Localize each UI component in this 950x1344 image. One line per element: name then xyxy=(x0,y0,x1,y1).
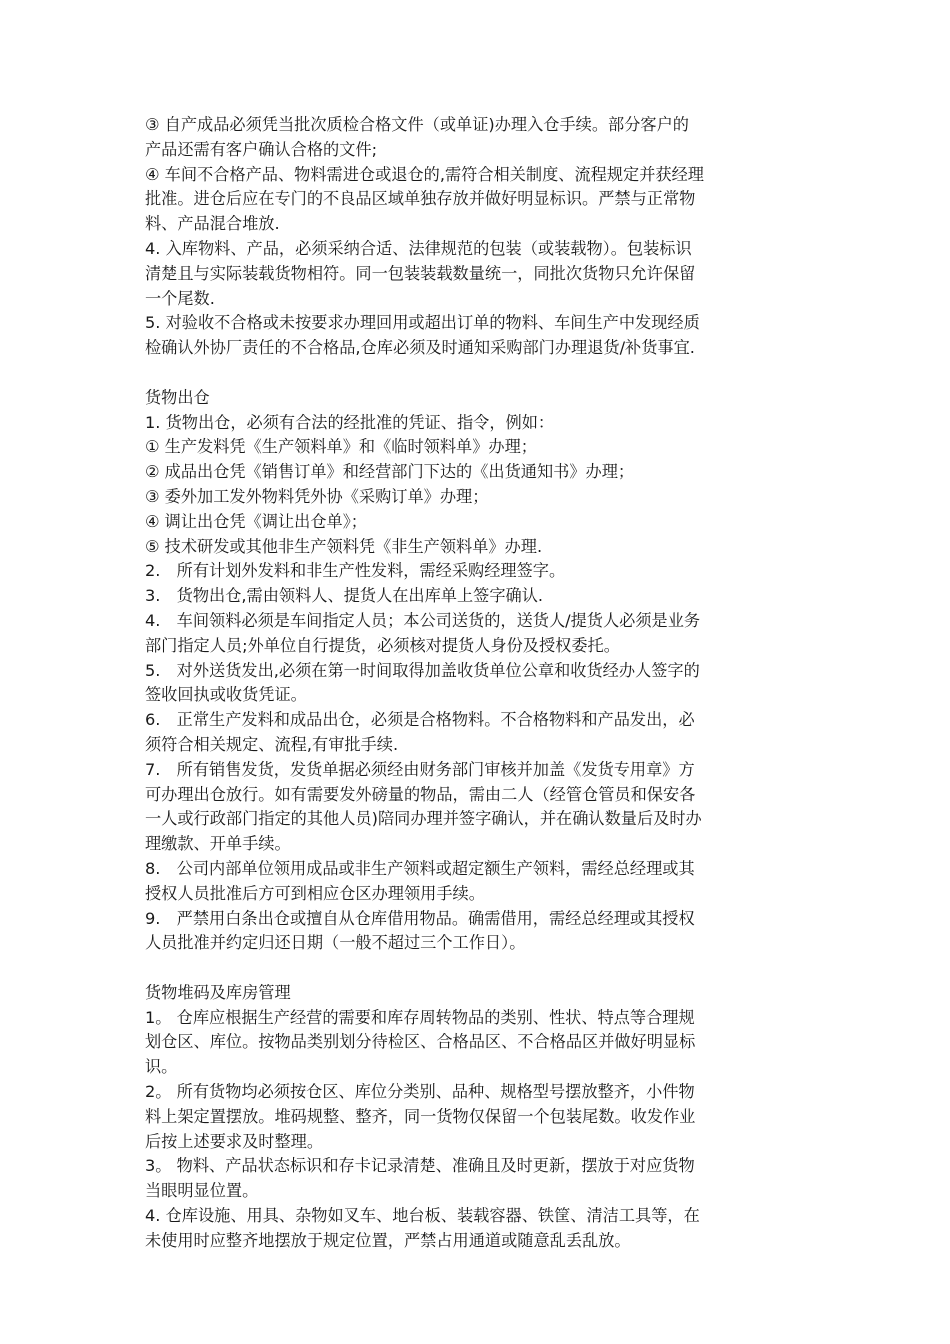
text-line: 7. 所有销售发货，发货单据必须经由财务部门审核并加盖《发货专用章》方 xyxy=(145,759,695,779)
text-line: 一人或行政部门指定的其他人员)陪同办理并签字确认，并在确认数量后及时办 xyxy=(145,809,702,829)
text-line: 6. 正常生产发料和成品出仓，必须是合格物料。不合格物料和产品发出，必 xyxy=(145,710,695,730)
text-line: 理缴款、开单手续。 xyxy=(145,834,291,854)
text-line: 人员批准并约定归还日期（一般不超过三个工作日）。 xyxy=(145,933,526,953)
text-line: 3. 货物出仓,需由领料人、提货人在出库单上签字确认. xyxy=(145,586,544,606)
text-line: 8. 公司内部单位领用成品或非生产领料或超定额生产领料，需经总经理或其 xyxy=(145,858,695,878)
text-line: 后按上述要求及时整理。 xyxy=(145,1131,324,1151)
text-line: 4. 车间领料必须是车间指定人员；本公司送货的，送货人/提货人必须是业务 xyxy=(145,610,701,630)
section-goods-outbound xyxy=(145,386,815,956)
text-line: ⑤ 技术研发或其他非生产领料凭《非生产领料单》办理. xyxy=(145,536,543,556)
text-line: 清楚且与实际装载货物相符。同一包装装载数量统一，同批次货物只允许保留 xyxy=(145,263,696,283)
text-line: 料上架定置摆放。堆码规整、整齐，同一货物仅保留一个包装尾数。收发作业 xyxy=(145,1106,696,1126)
text-line: 1. 货物出仓，必须有合法的经批准的凭证、指令，例如： xyxy=(145,412,555,432)
section-spacer xyxy=(145,361,815,386)
text-line: 5. 对验收不合格或未按要求办理回用或超出订单的物料、车间生产中发现经质 xyxy=(145,313,700,333)
document-page xyxy=(145,113,815,1254)
text-line: 批准。进仓后应在专门的不良品区域单独存放并做好明显标识。严禁与正常物 xyxy=(145,189,696,209)
text-line: 一个尾数. xyxy=(145,288,215,308)
text-line: ② 成品出仓凭《销售订单》和经营部门下达的《出货通知书》办理； xyxy=(145,462,635,482)
text-line: 未使用时应整齐地摆放于规定位置，严禁占用通道或随意乱丢乱放。 xyxy=(145,1230,631,1250)
text-line: 产品还需有客户确认合格的文件; xyxy=(145,139,378,159)
section-heading: 货物出仓 xyxy=(145,387,210,407)
text-line: ④ 调让出仓凭《调让出仓单》； xyxy=(145,511,367,531)
text-line: 2. 所有计划外发料和非生产性发料，需经采购经理签字。 xyxy=(145,561,566,581)
text-line: 当眼明显位置。 xyxy=(145,1181,259,1201)
text-line: ④ 车间不合格产品、物料需进仓或退仓的,需符合相关制度、流程规定并获经理 xyxy=(145,164,704,184)
text-line: 划仓区、库位。按物品类别划分待检区、合格品区、不合格品区并做好明显标 xyxy=(145,1032,696,1052)
text-line: 料、产品混合堆放. xyxy=(145,214,280,234)
text-line: 须符合相关规定、流程,有审批手续. xyxy=(145,734,399,754)
text-line: 检确认外协厂责任的不合格品,仓库必须及时通知采购部门办理退货/补货事宜. xyxy=(145,338,695,358)
text-line: 1。 仓库应根据生产经营的需要和库存周转物品的类别、性状、特点等合理规 xyxy=(145,1007,695,1027)
text-line: 授权人员批准后方可到相应仓区办理领用手续。 xyxy=(145,883,485,903)
text-line: ③ 自产成品必须凭当批次质检合格文件（或单证)办理入仓手续。部分客户的 xyxy=(145,115,689,134)
section-heading: 货物堆码及库房管理 xyxy=(145,982,291,1002)
section-inbound-continued xyxy=(145,113,815,361)
text-line: ③ 委外加工发外物料凭外协《采购订单》办理； xyxy=(145,486,489,506)
text-line: 4. 入库物料、产品，必须采纳合适、法律规范的包装（或装载物）。包装标识 xyxy=(145,238,692,258)
section-stacking-warehouse xyxy=(145,981,815,1254)
section-spacer xyxy=(145,956,815,981)
text-line: 5. 对外送货发出,必须在第一时间取得加盖收货单位公章和收货经办人签字的 xyxy=(145,660,700,680)
text-line: 3。 物料、产品状态标识和存卡记录清楚、准确且及时更新，摆放于对应货物 xyxy=(145,1156,695,1176)
text-line: 可办理出仓放行。如有需要发外磅量的物品，需由二人（经管仓管员和保安各 xyxy=(145,784,696,804)
text-line: 签收回执或收货凭证。 xyxy=(145,685,307,705)
text-line: 4. 仓库设施、用具、杂物如叉车、地台板、装载容器、铁筐、清洁工具等，在 xyxy=(145,1206,700,1226)
text-line: 9. 严禁用白条出仓或擅自从仓库借用物品。确需借用，需经总经理或其授权 xyxy=(145,908,695,928)
text-line: 部门指定人员;外单位自行提货，必须核对提货人身份及授权委托。 xyxy=(145,635,620,655)
text-line: 识。 xyxy=(145,1057,178,1077)
text-line: ① 生产发料凭《生产领料单》和《临时领料单》办理； xyxy=(145,437,537,457)
text-line: 2。 所有货物均必须按仓区、库位分类别、品种、规格型号摆放整齐，小件物 xyxy=(145,1082,695,1102)
